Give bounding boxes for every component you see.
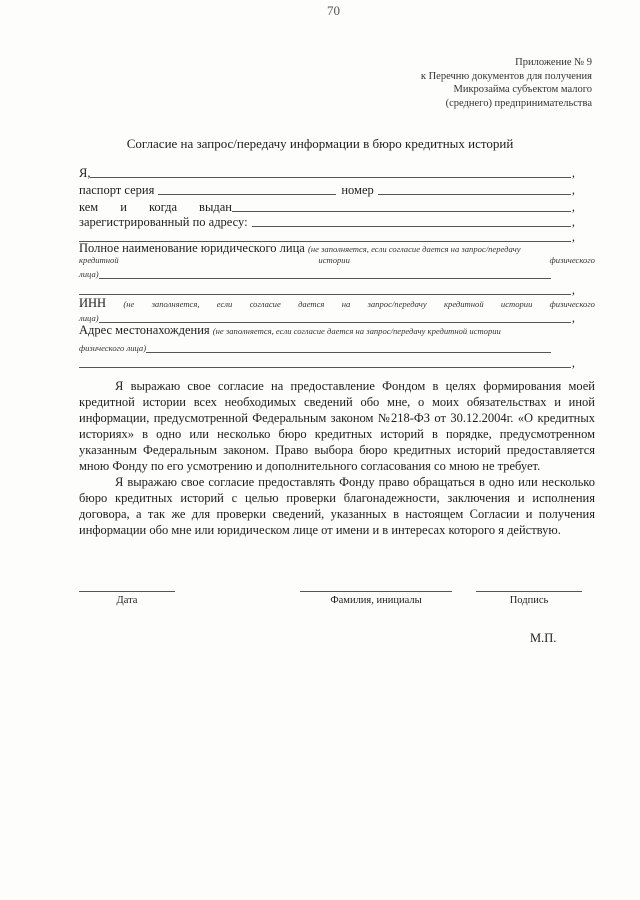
appendix-reference (332, 56, 592, 110)
passport-series-field[interactable] (158, 194, 336, 195)
date-caption: Дата (116, 595, 138, 606)
consent-paragraph-2: Я выражаю свое согласие предоставлять Фонду право обращаться в одно или несколько бюро кредитных историй с целью проверки благонадежности, заключения и исполнения договора, а так же для проверки сведений, указанных в настоящем Согласии и получения информации обо мне или юридическом лице от имени и в интересах которого я действую. (79, 475, 595, 537)
address-continuation-row (79, 354, 575, 370)
address-label: Адрес местонахождения (79, 323, 210, 337)
note-word: кредитной (79, 255, 119, 265)
issued-word: когда (148, 200, 178, 214)
legal-name-note-end: лица) (79, 269, 99, 279)
address-row (79, 339, 551, 355)
issued-word: выдан (199, 200, 232, 214)
comma: , (571, 356, 575, 370)
appendix-line: к Перечню документов для получения (420, 70, 592, 82)
address-note: (не заполняется, если согласие дается на запрос/передачу кредитной истории (212, 326, 501, 336)
passport-row (79, 181, 575, 197)
legal-name-note: (не заполняется, если согласие дается на запрос/передачу (307, 244, 521, 254)
note-word: кредитной (444, 299, 484, 309)
appendix-line: Приложение № 9 (515, 57, 592, 68)
appendix-line: Микрозайма субъектом малого (453, 84, 592, 96)
address-note-end: физического лица) (79, 343, 147, 353)
appendix-line: (среднего) предпринимательства (445, 97, 592, 109)
issued-word: и (120, 200, 127, 214)
address-line1 (79, 323, 501, 338)
passport-number-field[interactable] (378, 194, 571, 195)
signature-line[interactable] (476, 591, 582, 592)
registration-address-field[interactable] (252, 226, 571, 227)
legal-name-line1 (79, 241, 521, 256)
note-word: на (341, 299, 351, 309)
comma: , (571, 183, 575, 197)
note-word: истории (500, 299, 533, 309)
comma: , (571, 283, 575, 297)
legal-name-field-continued[interactable] (79, 294, 571, 295)
comma: , (571, 230, 575, 244)
note-word: истории (318, 255, 350, 265)
stamp-placeholder: М.П. (530, 631, 557, 645)
note-word: (не (123, 299, 135, 309)
note-word: физического (549, 299, 595, 309)
full-name-row (79, 164, 575, 180)
address-field-continued[interactable] (79, 367, 571, 368)
document-title: Согласие на запрос/передачу информации в бюро кредитных историй (126, 136, 514, 151)
comma: , (571, 215, 575, 229)
comma: , (571, 166, 575, 180)
page-number: 70 (327, 3, 340, 18)
note-word: запрос/передачу (367, 299, 427, 309)
signature-caption: Подпись (509, 595, 549, 606)
comma: , (571, 200, 575, 214)
name-caption: Фамилия, инициалы (330, 595, 422, 606)
note-word: заполняется, (151, 299, 200, 309)
note-word: согласие (249, 299, 281, 309)
legal-name-field[interactable] (99, 278, 551, 279)
legal-name-label: Полное наименование юридического лица (79, 241, 305, 255)
passport-number-label: номер (341, 183, 374, 197)
issued-word: кем (79, 200, 99, 214)
note-word: физического (549, 255, 595, 265)
registration-label: зарегистрированный по адресу: (79, 215, 248, 229)
legal-name-note-line2 (79, 255, 595, 265)
date-signature-line[interactable] (79, 591, 175, 592)
full-name-label: Я, (79, 166, 91, 180)
issued-by-field[interactable] (232, 211, 571, 212)
consent-paragraph-1: Я выражаю свое согласие на предоставление Фондом в целях формирования моей кредитной истории всех необходимых сведений обо мне, о моих обязательствах и иной информации, предусмотренной Федеральным законом №218-ФЗ от 30.12.2004г. «О кредитных историях» в одно или несколько бюро кредитных историй в порядке, предусмотренном указанным Федеральным законом. Право выбора бюро кредитных историй предоставляется мною Фонду по его усмотрению и дополнительного согласования со мною не требует. (79, 379, 595, 473)
legal-name-row (79, 265, 551, 281)
inn-note-end: лица) (79, 313, 99, 323)
address-field[interactable] (146, 352, 551, 353)
note-word: если (216, 299, 233, 309)
note-word: дается (298, 299, 325, 309)
passport-series-label: паспорт серия (79, 183, 155, 197)
issued-row (79, 198, 575, 214)
name-signature-line[interactable] (300, 591, 452, 592)
legal-name-continuation-row (79, 281, 575, 297)
inn-label: ИНН (79, 296, 107, 310)
full-name-field[interactable] (90, 177, 570, 178)
registration-row (79, 213, 575, 229)
comma: , (571, 311, 575, 325)
